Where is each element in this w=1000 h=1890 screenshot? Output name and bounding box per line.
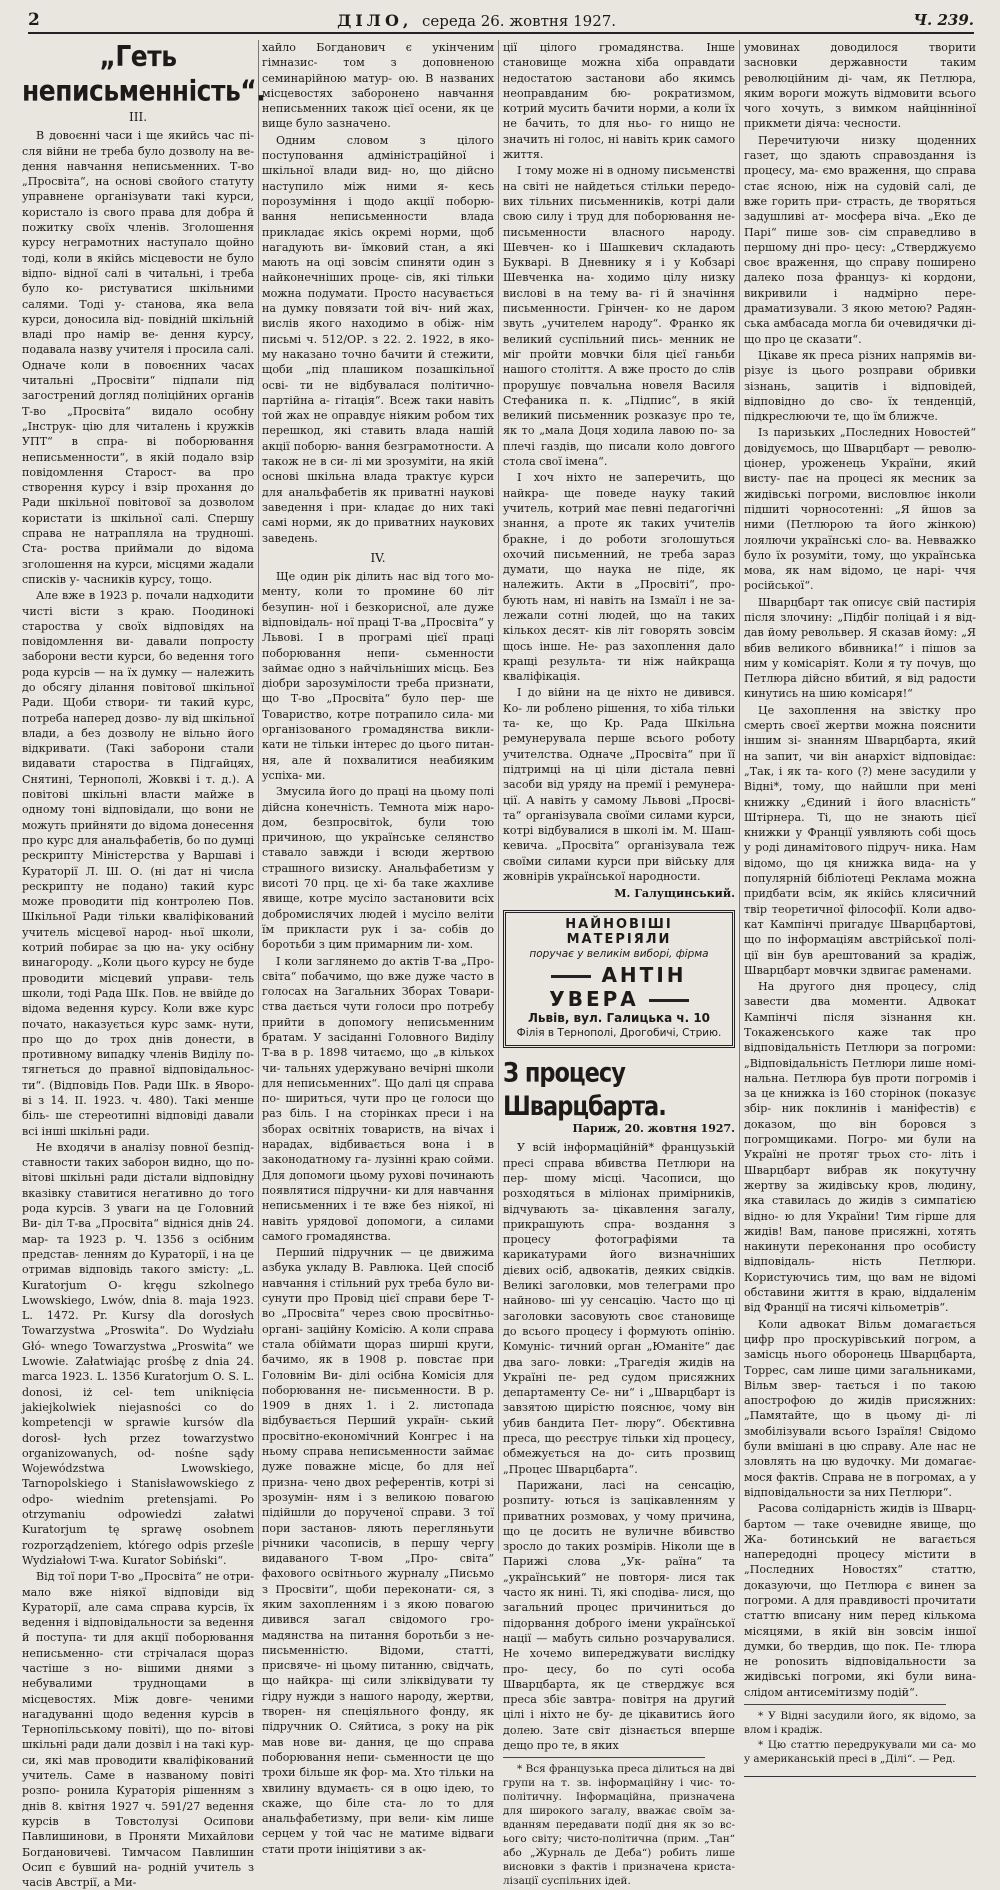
paragraph: Перечитуючи низку щоденних газет, що здають справоздання із процесу, ма- ємо враження, що справа стає ясною, ніж на судовій салі, де вже горить при- страсть, де творяться задушливі ат- мосфера віча. „Еко де Парі“ пише зов- сім справедливо в першому дні про- цесу: „Стверджуємо своє враження, що справу поширено далеко поза француз- кі кордони, викривили і надмірно пере- драматизували. З якою метою? Радян- ська амбасада могла би очевидячки ді- що про це сказати“. <box>744 133 976 346</box>
footnote: * У Відні засудили його, як відомо, за влом і крадіж. <box>744 1710 976 1737</box>
paragraph: Цікаве як преса різних напрямів ви- різує із цього розправи обривки зізнань, зацитів і відповідей, відповідно до сво- їх тенденцій, підкреслюючи те, що їм ближче. <box>744 348 976 424</box>
issue-date: середа 26. жовтня 1927. <box>422 11 617 30</box>
article-title: „Геть неписьменність“. <box>22 39 266 108</box>
paragraph: Це захоплення на звістку про смерть своєї жертви можна пояснити іншим зі- знанням Шварцбарта, який на запит, чи він анархіст відповідає: „Так, і як та- кого (?) мене засудили у Відні*, тому, що найшли при мені книжку „Єдиний і його власність“ Штірнера. Ті, що не знають цієї книжки у Франції уявляють собі щось у роді динамітового підруч- ника. Нам відомо, що ця книжка вида- на у популярній бібліотеці Реклама можна придбати всім, як якійсь клясичний твір теоретичної філософії. Коли адво- кат Кампінчі пригадує Шварцбартові, що по інформаціям австрійської полі- ції він був арештований за крадіж, Шварцбарт мовчки здвигає раменами. <box>744 703 976 977</box>
masthead-center <box>337 11 616 30</box>
footnote-rule <box>503 1757 705 1758</box>
paragraph: умовинах доводилося творити засновки державности таким революційним ді- чам, як Петлюра, яким вороги можуть відмовити всього чого хочуть, з вимком найцінніної прикмети діяча: чесности. <box>744 41 976 131</box>
column-4 <box>744 40 976 1766</box>
paragraph: хайло Богданович є укінченим гімназис- том з доповненою семинарійною матур- ою. В названих місцевостях заборонено навчання неписьменних також цієї осени, як це вище було зазначено. <box>262 41 494 131</box>
paragraph: Від тої пори Т-во „Просвіта“ не отри- мало вже ніякої відповіди від Кураторії, але сама справа курсів, їх ведення і відповідальности за ведення й поступа- ти для акції поборювання неписьменно- сти стрічалася щораз частіше з но- вішими днями з небувалими труднощами в місцевостях. Між довге- ченими нагадуванні щодо ведення курсів в Тернопільському повіті), що по- вітові шкільні ради дали дозвіл і на такі кур- си, які мав проводити кваліфікований учитель. Саме в названому повіті розпо- ронила Кураторія рішенням з днів 8. квітня 1927 ч. 591/27 ведення курсів в Товстолузі Осипови Павлишинови, в Проняти Михайлови Богдановичеві. Тимчасом Павлишин Осип є бувший на- родній учитель з часів Австрії, а Ми- <box>22 1570 254 1890</box>
advertisement <box>503 910 735 1048</box>
paragraph: І хоч ніхто не заперечить, що найкра- ще поведе науку такий учитель, котрий має певні педагогічні знання, а проте як таких учителів бракне, і до роботи зголошуться охочий письменний, не треба зараз думати, що наука не піде, як належить. Акти в „Просвіті“, про- бують нам, ні навіть на Ізмаїл і не за- лежали сотні людей, що на таких кількох десят- ків літ говорять зовсім щось інше. Не- раз захоплення дало кращі результа- ти ніж найкраща кваліфікація. <box>503 471 735 684</box>
paragraph: На другого дня процесу, слід завести два моменти. Адвокат Кампінчі після зізнання кн. Токаженського каже так про відповідальність Петлюри за погроми: „Відповідальність Петлюри лише номі- нальна. Петлюра був проти погромів і за це книжка із 160 сторінок (показує збір- ник поклинів і маніфестів) є доказом, що він боровся з погромщиками. Погро- ми були на Україні не протяг трьох сто- літь і Шварцбарт вибрав як покутучну жертву за жидівську кров, людину, яка ставилась до жидів з симпатією відно- ю для України! Тим гірше для жидів! Вам, панове присяжні, хотять накинути переконання про особисту відповідаль- ність Петлюри. Користуючись тим, що вам не відомі обставини життя в краю, віддаленім від Франції на тисячі кільометрів“. <box>744 980 976 1315</box>
section-heading: IV. <box>370 550 386 565</box>
ad-bar-left <box>551 975 591 978</box>
article-title: З процесу Шварцбарта. <box>503 1057 666 1123</box>
paragraph: В довоєнні часи і ще якийсь час пі- сля війни не треба було дозволу на ве- дення навчання неписьменних. Т-во „Просвіта“, на основі свойого статуту управнене організувати такі курси, користало із свого права для добра й пожитку своїх членів. Зголошення курсу неграмотних наступало щойно тоді, коли в якійсь місцевости не було відпо- відної салі в читальні, і треба було ко- ристуватися шкільними салями. Тоді у- становa, яка вела курси, доносила від- повідній шкільній владі про намір ве- дення курсу, подавала назву учителя і просила салі. Одначе коли в повоєнних часах читальні „Просвіти“ підпали під загострений догляд поліційних органів Т-во „Просвіта“ видало особну „Інструк- цію для читалень і кружків УПТ“ в спра- ві поборювання неписьменности“, в якій подало взір повідомлення Старост- ва про створення курсу і взір прохання до Ради шкільної повітової за дозволом користати із шкільної салі. Спершу справа не натраплялa на трудноші. Ста- роства приймали до відома зголошення на курси, місцями жадали списків у- часників курсу, тощо. <box>22 129 254 586</box>
paragraph: Коли адвокат Вільм домагається цифр про проскурівський погром, а замісць нього оборонець Шварцбарта, Торрес, сам лише цими загальниками, Вільм звер- тається і по такою апострофою до жидів присяжних: „Памятайте, що в цьому ді- лі змобілізували всього Ізраїля! Свідомо були вмішані в цю справу. Але нас не зловлять на цю вудочку. Ми домагає- мося фактів. Справа не в погромах, а у відповідальности за них Петлюри“. <box>744 1317 976 1499</box>
paragraph: Не входячи в аналізу повної безпід- ставности таких заборон видно, що по- вітові шкільні ради дістали відповідну вказівку ставитися негативно до того рода курсів. З уваги на це Головний Ви- діл Т-ва „Просвіта“ відніся днів 24. мар- тa 1923 р. Ч. 1356 з осібним представ- ленням до Кураторії, і на це отримав відповідь такого змісту: „L. Kuratorjum O- kręgu szkolnego Lwowskiego, Lwów, dnia 8. maja 1923. L. 1472. Pr. Kursy dla dorosłych Towarzystwa „Proswita“. Do Wydziału Głó- wnego Towarzystwa „Proswita“ we Lwowie. Załatwiając prośbę z dnia 24. marca 1923. L. 1356 Kuratorjum O. S. L. donosi, iż cel- tem uniknięcia jakiejkolwiek niejasności co do kompetencji w sprawie kursów dla dorosł- łych przez towarzystwo organizowanych, od- nośne sądy Wojewódzstwa Lwowskiego, Tarnopolskiego i Stanisławowskiego z odpo- wiednim pretensjami. Po otrzymaniu odpowiedzi załatwi Kuratorjum tę sprawę osobnem rozporządzeniem, którego odpis prześle Wydziałowi T-wa. Kurator Sobiński“. <box>22 1140 254 1567</box>
paragraph: Із паризьких „Последних Новостей“ довідуємось, що Шварцбарт — револю- ціонер, уроженець України, який висту- пає на процесі як месник за жидівські погроми, висловлює інколи підшиті чорносотенні: „Я йшов за ними (Петлюрою та його жінкою) лоялючи українські сло- ва. Невважко було їх розуміти, тому, що українська мова, як нам відомо, це нарі- ччя російської“. <box>744 426 976 593</box>
paragraph: ції цілого громадянства. Інше становище можна хіба оправдати недостатою застанови або якимсь неоправданим бю- рократизмом, котрий мусить бачити норми, а коли їх не бачить, то для ньо- го нищо не значить ні голос, ні навіть крик самого життя. <box>503 41 735 162</box>
footnote-rule <box>744 1704 946 1705</box>
ad-branches: Філія в Тернополі, Дрогобичі, Стрию. <box>516 1026 722 1039</box>
section-heading: III. <box>128 110 148 124</box>
end-rule <box>744 1776 976 1777</box>
paragraph: Ще один рік ділить нас від того мо- менту, коли то проминe 60 літ безупин- ної і безкорисної, але дуже відповідаль- ної праці Т-ва „Просвіта“ у Львові. І в програмі цієї праці поборювання непи- сьменности займає одно з найчільніших місць. Без діобри зарозумілости треба признати, що Т-во „Просвіта“ було пер- ше Товариство, котре потрапило сила- ми організованого громадянства викли- кати не тільки інтерес до цього питан- ня, але й похвалитися неабияким успіха- ми. <box>262 570 494 782</box>
paragraph: І до війни на це ніхто не дивився. Ко- ли роблено рішення, то хіба тільки та- ке, що Кр. Рада Шкільна ремунерувала перше всього роботу учителства. Одначе „Просвіта“ при її підтримці на ці ціли дістала певні засоби від уряду на премії і ремунера- ції. А навіть у самому Львові „Просві- та“ організувала своїми силами курси, котрі відбувалися в школі ім. М. Шаш- кевича. „Просвіта“ організувала теж своїми силами курси при війську для жовнірів української народности. <box>503 686 735 884</box>
paragraph: Одним словом з цілого поступовання адміністраційної і шкільної влади вид- но, що дійсно наступило між ними я- кесь порозуміння і щодо акції поборю- вання неписьменности влада прикладає якісь окремі норми, щоб нагадують ви- їмковий стан, а які мають на оці зовсім спиняти один з найконечніших проце- сів, які тільки можна подумати. Просто насувається на думку повязати той віч- ний жах, вислів якого находимо в обіж- нім письмі ч. 512/ОР. з 22. 2. 1922, в яко- му наказано точно бачити й стежити, щоби „під плашиком позашкільної осві- ти не відбувалася політично-партійна а- гітація“. Всеж таки навіть той жах не оправдує ніяким робом тих перешкод, які ставить влада нашій акції поборю- вання безграмотности. А також не в си- лі ми зрозуміти, на якій основі шкільна влада трактує курси для анальфабетів як приватні наукові заведення і при- кладає до них такі самі норми, як до приватних наукових заведень. <box>262 133 494 545</box>
paragraph: Перший підручник — це движима азбука укладу В. Равлюка. Цей спосіб навчання і стільний рух треба було ви- сунути про Провід цієї справи бере Т-во „Просвіта“ через свою просвітньо-органі- заційну Комісію. А коли справа стала обіймати щораз ширші круги, бачимо, як в 1908 р. повстає при Головнім Ви- ділі осібна Комісія для поборювання не- письменности. В р. 1909 в днях 1. і 2. листопада відбувається Перший україн- ський просвітно-економічний Конгрес і на ньому справа неписьменности займає дуже поважне місце, бо для неї призна- чено двох референтів, котрі зі зрозумін- ням і з великою повагою підійшли до порученої справи. З тої пори застанов- ляють перегляньути річники часописів, в першу чергу видаваного Т-вом „Про- світа“ фахового освітнього журналу „Письмо з Просвіти“, щоби переконати- ся, з яким захопленням і з якою повагою дивився загал свідомого гро- мадянства на питання боротьби з не- письменністю. Відоми, статті, присвяче- ні цьому питанню, свідчать, що найкра- щі сили зліквідувати ту гідру нужди з нашого народу, жертви, творен- ня спеціяльного фонду, як підручник О. Сяйтиса, з року на рік мав нове ви- дання, це що справа поборювання непи- сьменности це що трохи більше як фор- ма. Хто тільки на хвилину вдумаєть- ся в оцю ідею, то скаже, що біле ста- ло то для анальфабетизму, при вели- кім лише серцем у той час не матиме відваги стати проти ініціятиви з ак- <box>262 1246 494 1856</box>
column-divider <box>258 40 259 1551</box>
column-1 <box>22 39 266 1890</box>
masthead <box>28 8 974 34</box>
paragraph: І тому може ні в одному письменстві на світі не найдеться стільки передо- вих тільних письменників, котрі дали свою силу і труд для поборювання не- письменности власного народу. Шевчен- ко і Шашкевич складають Букварі. В Дневнику я і у Кобзарі Шевченка на- ходимо цілу низку вислові в на тему ва- гі й значіння письменности. Грінчен- ко не даром звуть „учителем народу“. Франко як великий суспільний пись- менник не міг пройти мовчки біля цієї ганьби нашого століття. А вже просто до слів прорушує повчальна новеля Василя Стефаника п. к. „Підпис“, в якій великий письменник розказує про те, як то „мала Доця ходила лавою по- за плечі газдів, що писали коло довгого стола свої імена“. <box>503 164 735 469</box>
ad-brand <box>512 963 726 1011</box>
paragraph: У всій інформаційній* французькій пресі справа вбивства Петлюри на пер- шому місці. Часописи, що розходяться в міліонах примірників, відчувають за- цікавлення загалу, прикрашують спра- воздання з процесу фотографіями та карикатурами його визначніших дієвих осіб, адвокатів, деяких свідків. Великі заголовки, мов телеграми про найново- ші уу сенсацію. Часто що ці заголовки засовують своє становище до всього процесу і формують опінію. Комуніс- тичний орган „Юманіте“ дає два заго- ловки: „Трагедія жидів на Україні пе- ред судом присяжних департаменту Се- ни“ і „Шварцбарт із завзятою щирістю пояснює, чому він убив бандита Пет- люру“. Обєктивна преса, що реєструє тільки хід процесу, обмежується на до- сить прозвищ „Процес Шварцбарта“. <box>503 1141 735 1476</box>
page-number: 2 <box>28 10 40 30</box>
ad-brand-name: АНТІН УВЕРА <box>549 962 687 1011</box>
dateline: Париж, 20. жовтня 1927. <box>572 1122 735 1136</box>
column-divider <box>739 40 740 1551</box>
ad-bar-right <box>649 999 689 1002</box>
paragraph: Расова солідарність жидів із Шварц- бартом — таке очевидне явище, що Жа- ботинський не вагається напередодні процесу містити в „Последних Новостях“ статтю, доказуючи, що Петлюра є винен за погроми. А для правдивості прочитати статтю вписану ним перед кількома місяцями, в якій він зовсім іншої думки, бо твердив, що пок. Пе- тлюра не ponosить відповідальности за жидівські погроми, які були вина- слідом антисемітизму подій“. <box>744 1502 976 1699</box>
ad-headline: НАЙНОВІШІ МАТЕРІЯЛИ <box>565 916 673 947</box>
ad-subline: поручає у великім виборі, фірма <box>529 948 709 961</box>
footnote: * Вся французька преса ділиться на дві групи на т. зв. інформаційну і чис- то-політичну. Інформаційна, призначена для широкого загалу, вважає своїм за- вданням передавати події дня як зо вс- ього світу; чисто-політична (прим. „Тан“ або „Журналь де Деба“) робить лише висновки з фактів і призначена криста- лізації суспільних ідей. <box>503 1763 735 1888</box>
ad-address: Львів, вул. Галицька ч. 10 <box>527 1010 711 1025</box>
paragraph: Але вже в 1923 р. почали надходити чисті вісти з краю. Поодинокі староства у своїх відповідях на повідомлення ви- давали попросту заборони вести курси, бо ведення того рода курсів — на їх думку — належить до обсягу ділання повітової шкільної Ради. Щоби створи- ти такий курс, потреба наперед дозво- лу від шкільної влади, а без дозволу не вільно його відкривати. (Такі заборони стали видавати староства в Підгайцях, Снятині, Тернополі, Жовкві і т. д.). А повітові шкільні власти майже в одному тоні відповідали, що вони не можуть прийняти до відома донесення про курс для анальфабетів, бо по думці рескрипту Міністерства у Варшаві і Кураторії Л. Ш. О. (ні дат ні числа рескрипту не подано) такий курс може проводити під контролею Пов. Шкільної Ради тільки кваліфікований учитель місцевої народ- ньої школи, котрий побирає за цю на- уку осібну винагороду. „Коли цього курсу не буде проводити місцевий управи- тель школи, тоді Рада Шк. Пов. не ввійде до відома ведення курсу. Коли вже курс почато, наказується курс замк- нути, про що до трох днів донести, в противному випадку членів Виділу по- тягнеться до правної відповідальнос- ти“. (Відповідь Пов. Ради Шк. в Яворо- ві з 14. II. 1923. ч. 480). Такі менше біль- ше стереотипні відповіді давали всі інші шкільні ради. <box>22 589 254 1138</box>
paragraph: Змусила його до праці на цьому полі дійсна конечність. Темнота між наро- дом, безпросвітok, були тою причиною, що українське селянство ставало завжди і всюди жертвою страшного визиску. Анальфабетизм у висоті 70 прц. це хі- ба таке жахливе явище, котре мусіло застановити всіх добромислячих людей і мусіло велiти їм прикласти рук і за- собів до боротьби з цим примарним ли- хом. <box>262 785 494 952</box>
paragraph: Шварцбарт так описує свій пастирія після злочину: „Підбіг поліцай і я від- дав йому револьвер. Я сказав йому: „Я вбив великого вбивника!“ і пішов за ним у комісаріят. Коли я ту почув, що Петлюра дійсно вбитий, я від радости кинутись на шию комісаря!“ <box>744 595 976 701</box>
column-2 <box>262 40 494 1856</box>
issue-number: Ч. 239. <box>913 11 974 29</box>
author-signature: М. Галущинський. <box>614 887 735 901</box>
footnote: * Цю статтю передрукували ми са- мо у американській пресі в „Ділі“. — Ред. <box>744 1739 976 1766</box>
column-divider <box>498 40 499 1551</box>
paragraph: І коли заглянемо до актів Т-ва „Про- світа“ побачимо, що вже дуже часто в голосах на Загальних Зборах Товари- ства дається чути голоси про потребу прийти в допомогу неписьменним братам. У засіданні Головного Виділу Т-ва в р. 1898 читаємо, що „в кількох чи- тальнях удержувано вечірні школи для неписьменних“. Що далі ця справа по- шириться, чути про це голоси що раз біль. І на сторінках преси і на зборах освітніх товариств, на вічах і нарадах, відбивається вона і в законодатному га- лузінні краю сойми. Для допомоги цьому руховi починають появлятися підручни- ки для навчання неписьменних і те вже без ніякої, ні навіть урядової допомоги, а силами самого громадянства. <box>262 954 494 1243</box>
newspaper-name: ДІЛО, <box>337 10 413 30</box>
paragraph: Парижани, ласі на сенсацію, розпиту- ються із зацікавленням у приватних розмовах, у чому причина, що це досить не вуличне вбивство зросло до таких розмірів. Ніколи ще в Парижі слова „Ук- раїна“ та „український“ не повторя- лися так часто як нині. Ті, які сподіва- лися, що загальний процес причиниться до підорвання доброго імени української нації — мабуть сильно розчарувалися. Не хочемо випереджувати вислідку про- цесу, бо по суті особа Шварцбарта, як це стверджує вся преса збіє завтра- повітря на другий цілі і ніхто не бу- де цікавитись його долею. Зате світ дізнається вперше дещо про те, в яких <box>503 1478 735 1752</box>
column-3 <box>503 40 735 1888</box>
